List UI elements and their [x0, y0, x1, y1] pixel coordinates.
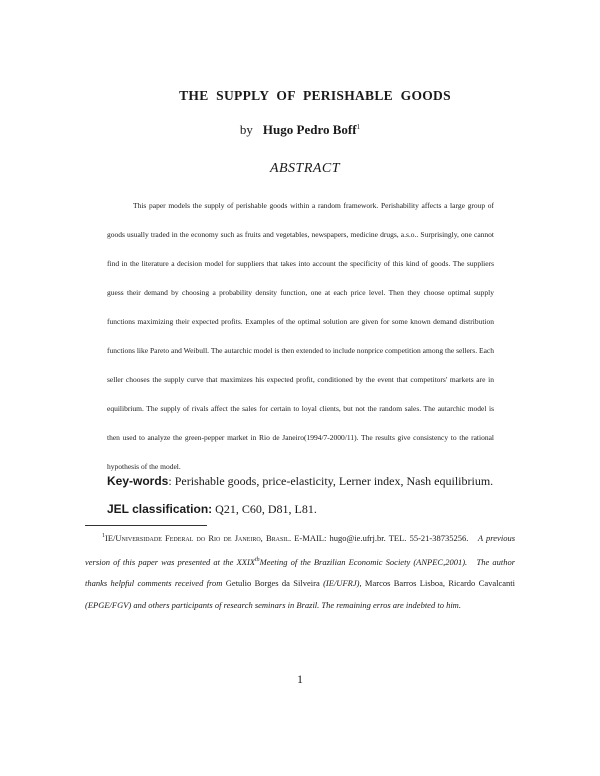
footnote-previous-rest: Meeting of the Brazilian Economic Society (ANPEC,2001).	[259, 556, 468, 567]
footnote	[85, 526, 515, 616]
jel-line	[107, 502, 517, 517]
keywords-text: : Perishable goods, price-elasticity, Lerner index, Nash equilibrium.	[168, 474, 494, 488]
paper-title: THE SUPPLY OF PERISHABLE GOODS	[179, 88, 451, 103]
footnote-thanks: The author thanks helpful comments received from	[85, 556, 516, 588]
page-number: 1	[297, 672, 303, 686]
author-name: Hugo Pedro Boff	[262, 122, 357, 137]
footnote-person2: , Marcos Barros Lisboa, Ricardo Cavalcanti	[359, 578, 515, 588]
author-line	[0, 122, 600, 138]
footnote-person2-affiliation: (EPGE/FGV)	[85, 599, 132, 610]
footnote-affiliation: Universidade Federal do Rio de Janeiro, Brasil	[115, 533, 289, 543]
footnote-person1-affiliation: (IE/UFRJ)	[323, 578, 360, 588]
footnote-previous-version: A previous version of this paper was presented at the XXIX	[85, 533, 515, 567]
jel-text: Q21, C60, D81, L81.	[212, 502, 317, 516]
footnote-closing: and others participants of research seminars in Brazil. The remaining erros are indebted to him.	[133, 599, 461, 610]
author-footnote-mark: 1	[356, 123, 361, 131]
footnote-mark: 1	[102, 533, 105, 539]
abstract-body: This paper models the supply of perishable goods within a random framework. Perishability affects a large group of goods usually traded in the economy such as fruits and vegetables, newspapers, medicine drugs, a.s.o.. Surprisingly, one cannot find in the literature a decision model for suppliers that takes into account the specificity of this kind of goods. The suppliers guess their demand by choosing a probability density function, one at each price level. Then they choose optimal supply functions maximizing their expected profits. Examples of the optimal solution are given for some known demand distribution functions like Pareto and Weibull. The autarchic model is then extended to include nonprice competition among the sellers. Each seller chooses the supply curve that maximizes his expected profit, conditioned by the event that competitors' markets are in equilibrium. The supply of rivals affect the sales for certain to loyal clients, but not the random sales. The autarchic model is then used to analyze the green-pepper market in Rio de Janeiro(1994/7-2000/11). The results give consistency to the rational hypothesis of the model.	[107, 201, 494, 471]
keywords-label: Key-words	[107, 474, 169, 488]
footnote-person1: Getulio Borges da Silveira	[225, 578, 320, 588]
author-by: by	[239, 122, 253, 137]
keywords-line	[107, 474, 517, 489]
abstract-heading: ABSTRACT	[269, 161, 341, 176]
footnote-affiliation-prefix: IE/	[105, 533, 116, 543]
footnote-contact: . E-MAIL: hugo@ie.ufrj.br. TEL. 55-21-38735256.	[288, 533, 469, 543]
footnote-previous-sup: th	[254, 556, 260, 563]
jel-label: JEL classification:	[107, 502, 213, 516]
